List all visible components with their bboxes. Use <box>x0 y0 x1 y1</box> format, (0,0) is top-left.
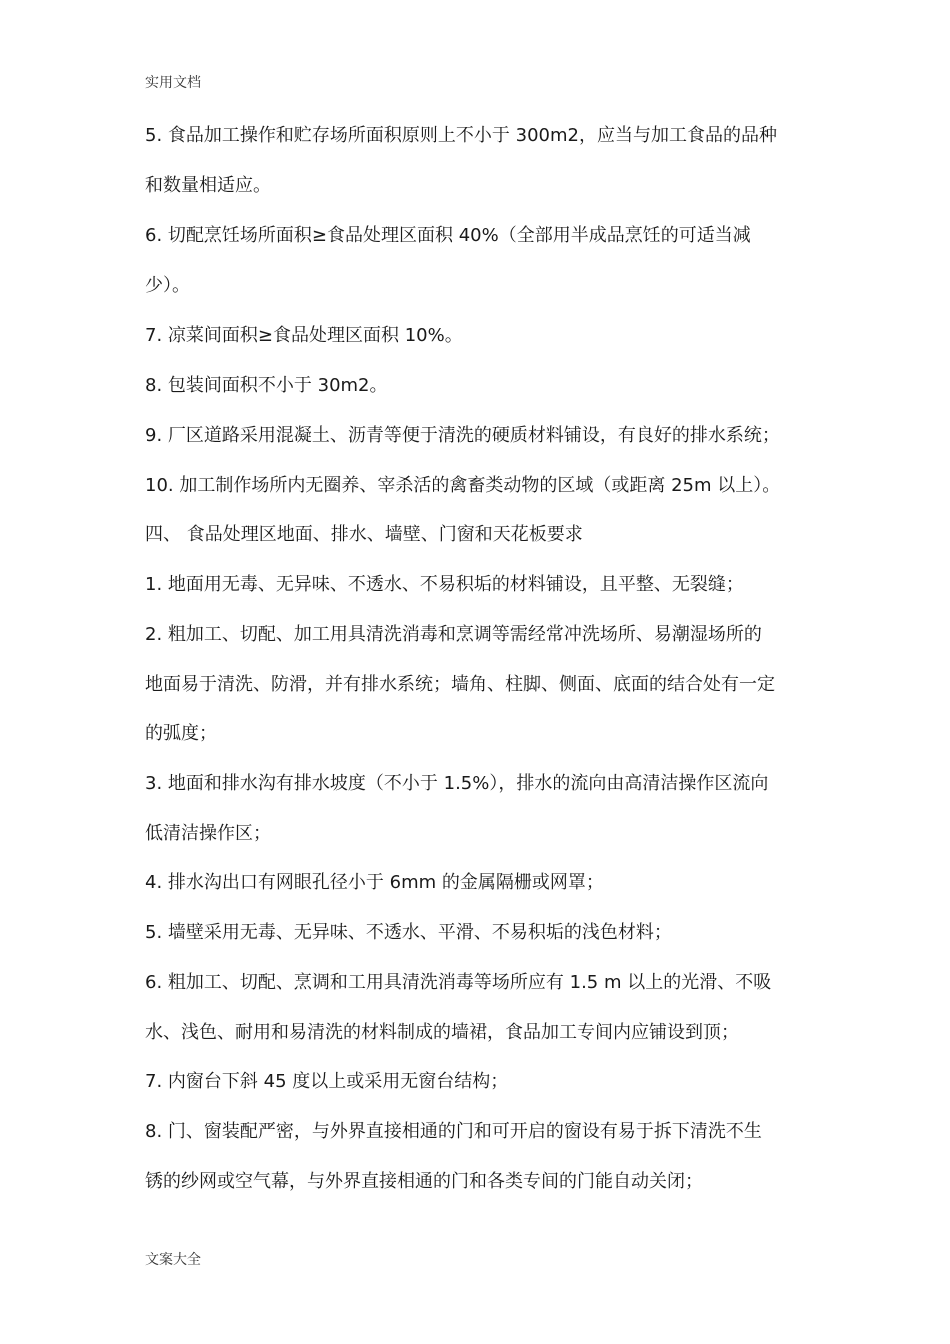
text-line: 6. 粗加工、切配、烹调和工用具清洗消毒等场所应有 1.5 m 以上的光滑、不吸 <box>145 972 772 993</box>
page-header: 实用文档 <box>145 75 201 91</box>
text-line: 6. 切配烹饪场所面积≥食品处理区面积 40%（全部用半成品烹饪的可适当减 <box>145 225 751 246</box>
section-heading: 四、 食品处理区地面、排水、墙壁、门窗和天花板要求 <box>145 524 583 545</box>
text-line: 2. 粗加工、切配、加工用具清洗消毒和烹调等需经常冲洗场所、易潮湿场所的 <box>145 624 762 645</box>
text-line: 水、浅色、耐用和易清洗的材料制成的墙裙，食品加工专间内应铺设到顶； <box>145 1022 739 1043</box>
text-line: 低清洁操作区； <box>145 823 271 844</box>
text-line: 少）。 <box>145 275 190 296</box>
text-line: 3. 地面和排水沟有排水坡度（不小于 1.5%），排水的流向由高清洁操作区流向 <box>145 773 769 794</box>
text-line: 锈的纱网或空气幕，与外界直接相通的门和各类专间的门能自动关闭； <box>145 1171 703 1192</box>
text-line: 10. 加工制作场所内无圈养、宰杀活的禽畜类动物的区域（或距离 25m 以上）。 <box>145 475 781 496</box>
text-line: 的弧度； <box>145 723 217 744</box>
text-line: 和数量相适应。 <box>145 175 271 196</box>
text-line: 4. 排水沟出口有网眼孔径小于 6mm 的金属隔栅或网罩； <box>145 872 604 893</box>
text-line: 7. 凉菜间面积≥食品处理区面积 10%。 <box>145 325 463 346</box>
text-line: 7. 内窗台下斜 45 度以上或采用无窗台结构； <box>145 1071 509 1092</box>
text-line: 8. 包装间面积不小于 30m2。 <box>145 375 388 396</box>
text-line: 8. 门、窗装配严密，与外界直接相通的门和可开启的窗设有易于拆下清洗不生 <box>145 1121 762 1142</box>
text-line: 5. 食品加工操作和贮存场所面积原则上不小于 300m2，应当与加工食品的品种 <box>145 125 777 146</box>
text-line: 9. 厂区道路采用混凝土、沥青等便于清洗的硬质材料铺设，有良好的排水系统； <box>145 425 780 446</box>
text-line: 地面易于清洗、防滑，并有排水系统；墙角、柱脚、侧面、底面的结合处有一定 <box>145 674 775 695</box>
text-line: 5. 墙壁采用无毒、无异味、不透水、平滑、不易积垢的浅色材料； <box>145 922 672 943</box>
page-footer: 文案大全 <box>145 1252 201 1268</box>
text-line: 1. 地面用无毒、无异味、不透水、不易积垢的材料铺设，且平整、无裂缝； <box>145 574 744 595</box>
